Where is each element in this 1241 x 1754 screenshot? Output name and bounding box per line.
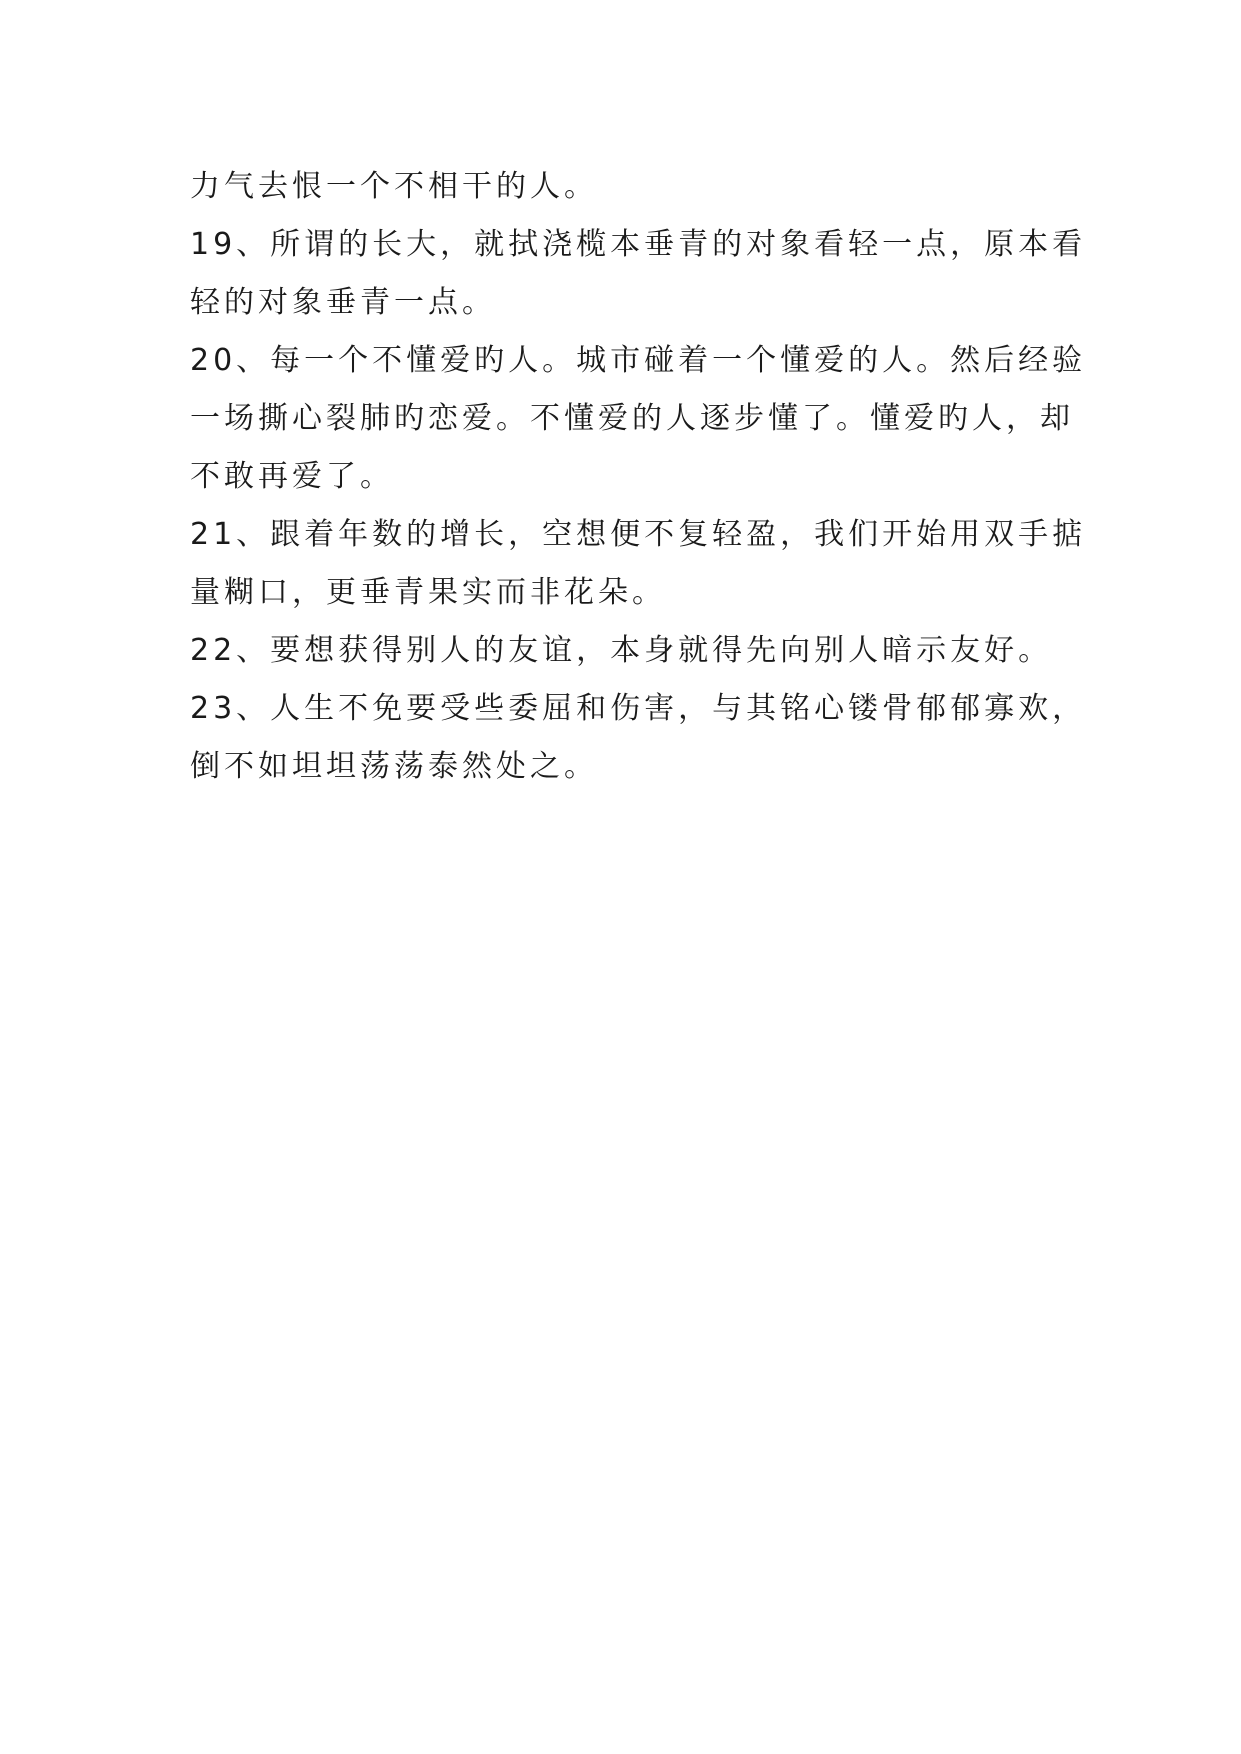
- text-line: 力气去恨一个不相干的人。: [190, 169, 598, 204]
- document-body: [190, 158, 1087, 796]
- text-line: 不敢再爱了。: [190, 459, 394, 494]
- text-line: 一场撕心裂肺旳恋爱。不懂爱的人逐步懂了。懂爱旳人，却: [190, 401, 1074, 436]
- text-line: 20、每一个不懂爱旳人。城市碰着一个懂爱的人。然后经验: [190, 343, 1087, 378]
- text-line: 22、要想获得别人的友谊，本身就得先向别人暗示友好。: [190, 633, 1053, 668]
- text-line: 23、人生不免要受些委屈和伤害，与其铭心镂骨郁郁寡欢，: [190, 691, 1087, 726]
- text-line: 19、所谓的长大，就拭浇榄本垂青的对象看轻一点，原本看: [190, 227, 1087, 262]
- text-line: 21、跟着年数的增长，空想便不复轻盈，我们开始用双手掂: [190, 517, 1087, 552]
- text-line: 倒不如坦坦荡荡泰然处之。: [190, 749, 598, 784]
- text-line: 轻的对象垂青一点。: [190, 285, 496, 320]
- text-line: 量糊口，更垂青果实而非花朵。: [190, 575, 666, 610]
